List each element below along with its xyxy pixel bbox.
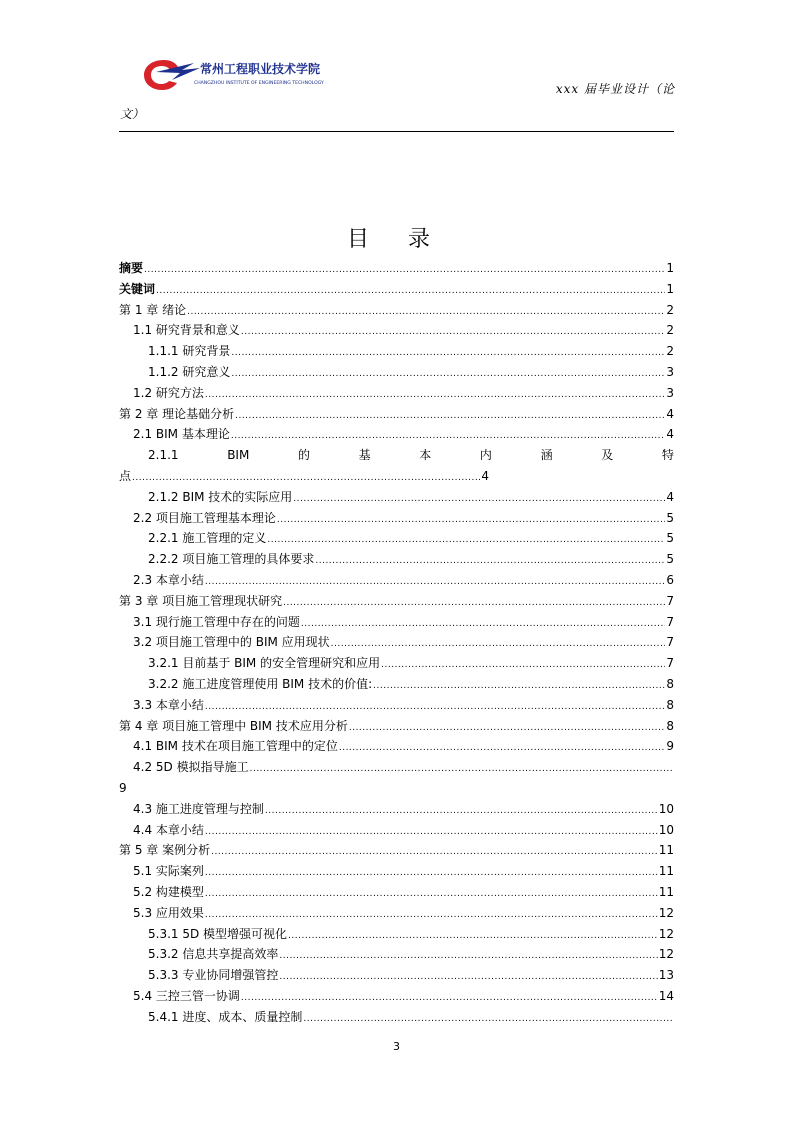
toc-entry[interactable] — [119, 591, 674, 612]
toc-leader-dots — [339, 738, 666, 757]
toc-entry-word: 内 — [479, 448, 492, 463]
toc-leader-dots — [235, 406, 665, 425]
toc-entry[interactable] — [119, 320, 674, 341]
toc-entry-word: 特 — [661, 448, 674, 463]
toc-leader-dots — [277, 510, 665, 529]
toc-entry-label: 3.2 项目施工管理中的 BIM 应用现状 — [133, 635, 330, 650]
toc-entry-label: 3.2.2 施工进度管理使用 BIM 技术的价值: — [148, 676, 373, 691]
toc-entry-page: 8 — [666, 697, 674, 712]
toc-leader-dots — [381, 655, 665, 674]
toc-entry[interactable] — [119, 549, 674, 570]
toc-entry-page: 4 — [481, 468, 489, 483]
toc-entry-label: 5.3.1 5D 模型增强可视化 — [148, 926, 288, 941]
toc-leader-dots — [156, 281, 665, 300]
toc-entry-page: 1 — [666, 281, 674, 296]
toc-entry-label: 2.1.2 BIM 技术的实际应用 — [148, 489, 293, 504]
toc-entry-word: BIM — [227, 448, 250, 463]
header-divider — [119, 131, 674, 132]
toc-entry[interactable] — [119, 736, 674, 757]
toc-entry[interactable] — [119, 799, 674, 820]
toc-entry[interactable] — [119, 612, 674, 633]
toc-entry-word: 及 — [601, 448, 614, 463]
toc-entry-page: 1 — [666, 261, 674, 275]
toc-entry-label: 3.3 本章小结 — [133, 697, 204, 712]
doc-title: xxx 届毕业设计（论 — [555, 82, 675, 96]
toc-entry-label: 3.1 现行施工管理中存在的问题 — [133, 614, 300, 629]
toc-entry-page: 5 — [666, 552, 674, 567]
toc-leader-dots — [303, 1009, 673, 1028]
doc-title-continued: 文） — [120, 107, 145, 121]
toc-entry-label: 4.3 施工进度管理与控制 — [133, 801, 264, 816]
toc-entry-page: 12 — [658, 905, 674, 920]
toc-entry-label: 第 5 章 案例分析 — [119, 843, 211, 858]
toc-leader-dots — [205, 822, 658, 841]
toc-entry-word: 2.1.1 — [148, 448, 179, 463]
toc-entry-label: 1.2 研究方法 — [133, 385, 204, 400]
toc-entry-page: 7 — [666, 614, 674, 629]
toc-heading: 目 录 — [347, 227, 446, 252]
toc-leader-dots — [267, 530, 665, 549]
toc-entry[interactable] — [119, 487, 674, 508]
toc-leader-dots — [241, 988, 658, 1007]
toc-entry[interactable] — [119, 653, 674, 674]
toc-entry-label: 5.4 三控三管一协调 — [133, 988, 240, 1003]
toc-leader-dots — [315, 551, 665, 570]
toc-entry-label: 9 — [119, 780, 127, 795]
toc-entry-page: 9 — [666, 739, 674, 754]
toc-entry[interactable] — [119, 1007, 674, 1028]
toc-entry[interactable] — [119, 861, 674, 882]
toc-entry[interactable] — [119, 404, 674, 425]
toc-leader-dots — [288, 926, 658, 945]
toc-entry-page: 3 — [666, 385, 674, 400]
toc-entry-label: 1.1.1 研究背景 — [148, 344, 231, 359]
toc-entry-page: 10 — [658, 822, 674, 837]
toc-entry-page: 8 — [666, 676, 674, 691]
toc-entry[interactable] — [119, 716, 674, 737]
toc-entry-page: 4 — [666, 489, 674, 504]
toc-entry[interactable] — [119, 362, 674, 383]
toc-entry[interactable] — [119, 279, 674, 300]
toc-entry-label: 3.2.1 目前基于 BIM 的安全管理研究和应用 — [148, 656, 381, 671]
toc-entry-label: 摘要 — [119, 261, 144, 275]
toc-entry-page: 13 — [658, 968, 674, 983]
toc-leader-dots — [279, 967, 657, 986]
toc-leader-dots — [205, 863, 658, 882]
toc-entry-label: 关键词 — [119, 281, 156, 296]
toc-entry[interactable] — [119, 695, 674, 716]
toc-entry-page: 6 — [666, 572, 674, 587]
toc-leader-dots — [301, 614, 665, 633]
toc-entry-label: 第 1 章 绪论 — [119, 302, 187, 317]
toc-leader-dots — [241, 322, 665, 341]
toc-entry-word: 基 — [358, 448, 371, 463]
toc-leader-dots — [231, 426, 666, 445]
toc-entry-page: 3 — [666, 364, 674, 379]
toc-entry-label: 2.2 项目施工管理基本理论 — [133, 510, 276, 525]
toc-leader-dots — [279, 946, 657, 965]
toc-entry-page: 4 — [666, 427, 674, 442]
toc-leader-dots — [265, 801, 658, 820]
toc-entry[interactable] — [119, 383, 674, 404]
toc-entry-label: 4.1 BIM 技术在项目施工管理中的定位 — [133, 739, 338, 754]
toc-leader-dots — [205, 697, 665, 716]
toc-leader-dots — [187, 302, 665, 321]
toc-entry-label: 4.2 5D 模拟指导施工 — [133, 760, 249, 775]
toc-entry[interactable] — [119, 300, 674, 321]
toc-entry-page: 5 — [666, 510, 674, 525]
toc-entry[interactable] — [119, 820, 674, 841]
toc-entry[interactable] — [119, 528, 674, 549]
toc-entry-page: 14 — [658, 988, 674, 1003]
toc-entry-page: 7 — [666, 656, 674, 671]
toc-entry-label: 点 — [119, 468, 132, 483]
toc-entry-label: 5.3.3 专业协同增强管控 — [148, 968, 279, 983]
toc-leader-dots — [283, 593, 665, 612]
toc-entry-page: 2 — [666, 302, 674, 317]
toc-entry[interactable] — [119, 632, 674, 653]
toc-entry-word: 涵 — [540, 448, 553, 463]
toc-leader-dots — [250, 759, 673, 778]
toc-entry[interactable] — [119, 965, 674, 986]
page-header — [0, 0, 793, 140]
toc-entry-label: 第 4 章 项目施工管理中 BIM 技术应用分析 — [119, 718, 348, 733]
college-logo — [142, 54, 342, 94]
toc-leader-dots — [211, 842, 658, 861]
toc-leader-dots — [205, 572, 665, 591]
toc-leader-dots — [132, 468, 480, 487]
toc-entry[interactable] — [119, 424, 674, 445]
toc-entry-label: 5.1 实际案列 — [133, 864, 204, 879]
toc-leader-dots — [331, 634, 666, 653]
toc-entry-label: 4.4 本章小结 — [133, 822, 204, 837]
toc-entry-word: 的 — [297, 448, 310, 463]
page-number: 3 — [393, 1040, 400, 1053]
toc-entry-page: 12 — [658, 926, 674, 941]
toc-entry[interactable] — [119, 570, 674, 591]
toc-entry-page: 12 — [658, 947, 674, 962]
toc-entry-page: 2 — [666, 344, 674, 359]
toc-entry[interactable] — [119, 466, 674, 487]
toc-leader-dots — [205, 385, 665, 404]
toc-entry-page: 2 — [666, 323, 674, 338]
toc-entry-label: 1.1 研究背景和意义 — [133, 323, 240, 338]
toc-entry-label: 2.3 本章小结 — [133, 572, 204, 587]
toc-entry-page: 11 — [658, 884, 674, 899]
logo-subtext: CHANGZHOU INSTITUTE OF ENGINEERING TECHNOLOGY — [194, 81, 324, 86]
toc-entry-word: 本 — [419, 448, 432, 463]
toc-entry[interactable] — [119, 903, 674, 924]
toc-entry-page: 10 — [658, 801, 674, 816]
logo-text: 常州工程职业技术学院 — [200, 62, 321, 76]
toc-entry-page: 5 — [666, 531, 674, 546]
toc-leader-dots — [144, 260, 665, 279]
toc-entry[interactable] — [119, 924, 674, 945]
toc-entry[interactable] — [119, 986, 674, 1007]
toc-entry-label: 5.4.1 进度、成本、质量控制 — [148, 1009, 303, 1024]
toc-leader-dots — [205, 905, 658, 924]
toc-entry-page: 8 — [666, 718, 674, 733]
toc-entry[interactable] — [119, 882, 674, 903]
toc-entry-label: 第 2 章 理论基础分析 — [119, 406, 235, 421]
toc-leader-dots — [349, 718, 666, 737]
toc-entry-label: 2.1 BIM 基本理论 — [133, 427, 230, 442]
toc-leader-dots — [231, 343, 665, 362]
toc-entry-page: 11 — [658, 843, 674, 858]
toc-entry[interactable] — [119, 508, 674, 529]
toc-entry[interactable] — [119, 944, 674, 965]
toc-entry[interactable] — [119, 341, 674, 362]
table-of-contents — [119, 258, 674, 1027]
toc-leader-dots — [231, 364, 665, 383]
toc-entry[interactable] — [119, 757, 674, 778]
toc-entry[interactable] — [119, 840, 674, 861]
toc-leader-dots — [293, 489, 665, 508]
toc-entry[interactable] — [119, 778, 674, 799]
toc-entry[interactable] — [119, 674, 674, 695]
toc-entry-page: 7 — [666, 593, 674, 608]
toc-entry-label: 5.3.2 信息共享提高效率 — [148, 947, 279, 962]
toc-entry-label: 1.1.2 研究意义 — [148, 364, 231, 379]
toc-entry[interactable] — [119, 445, 674, 466]
toc-entry-page: 7 — [666, 635, 674, 650]
toc-entry-label: 5.2 构建模型 — [133, 884, 204, 899]
toc-entry-label: 2.2.2 项目施工管理的具体要求 — [148, 552, 315, 567]
toc-entry-label: 5.3 应用效果 — [133, 905, 204, 920]
toc-entry-page: 4 — [666, 406, 674, 421]
toc-entry[interactable] — [119, 258, 674, 279]
toc-entry-label: 第 3 章 项目施工管理现状研究 — [119, 593, 283, 608]
toc-entry-label: 2.2.1 施工管理的定义 — [148, 531, 267, 546]
toc-leader-dots — [373, 676, 665, 695]
toc-leader-dots — [205, 884, 658, 903]
toc-entry-page: 11 — [658, 864, 674, 879]
